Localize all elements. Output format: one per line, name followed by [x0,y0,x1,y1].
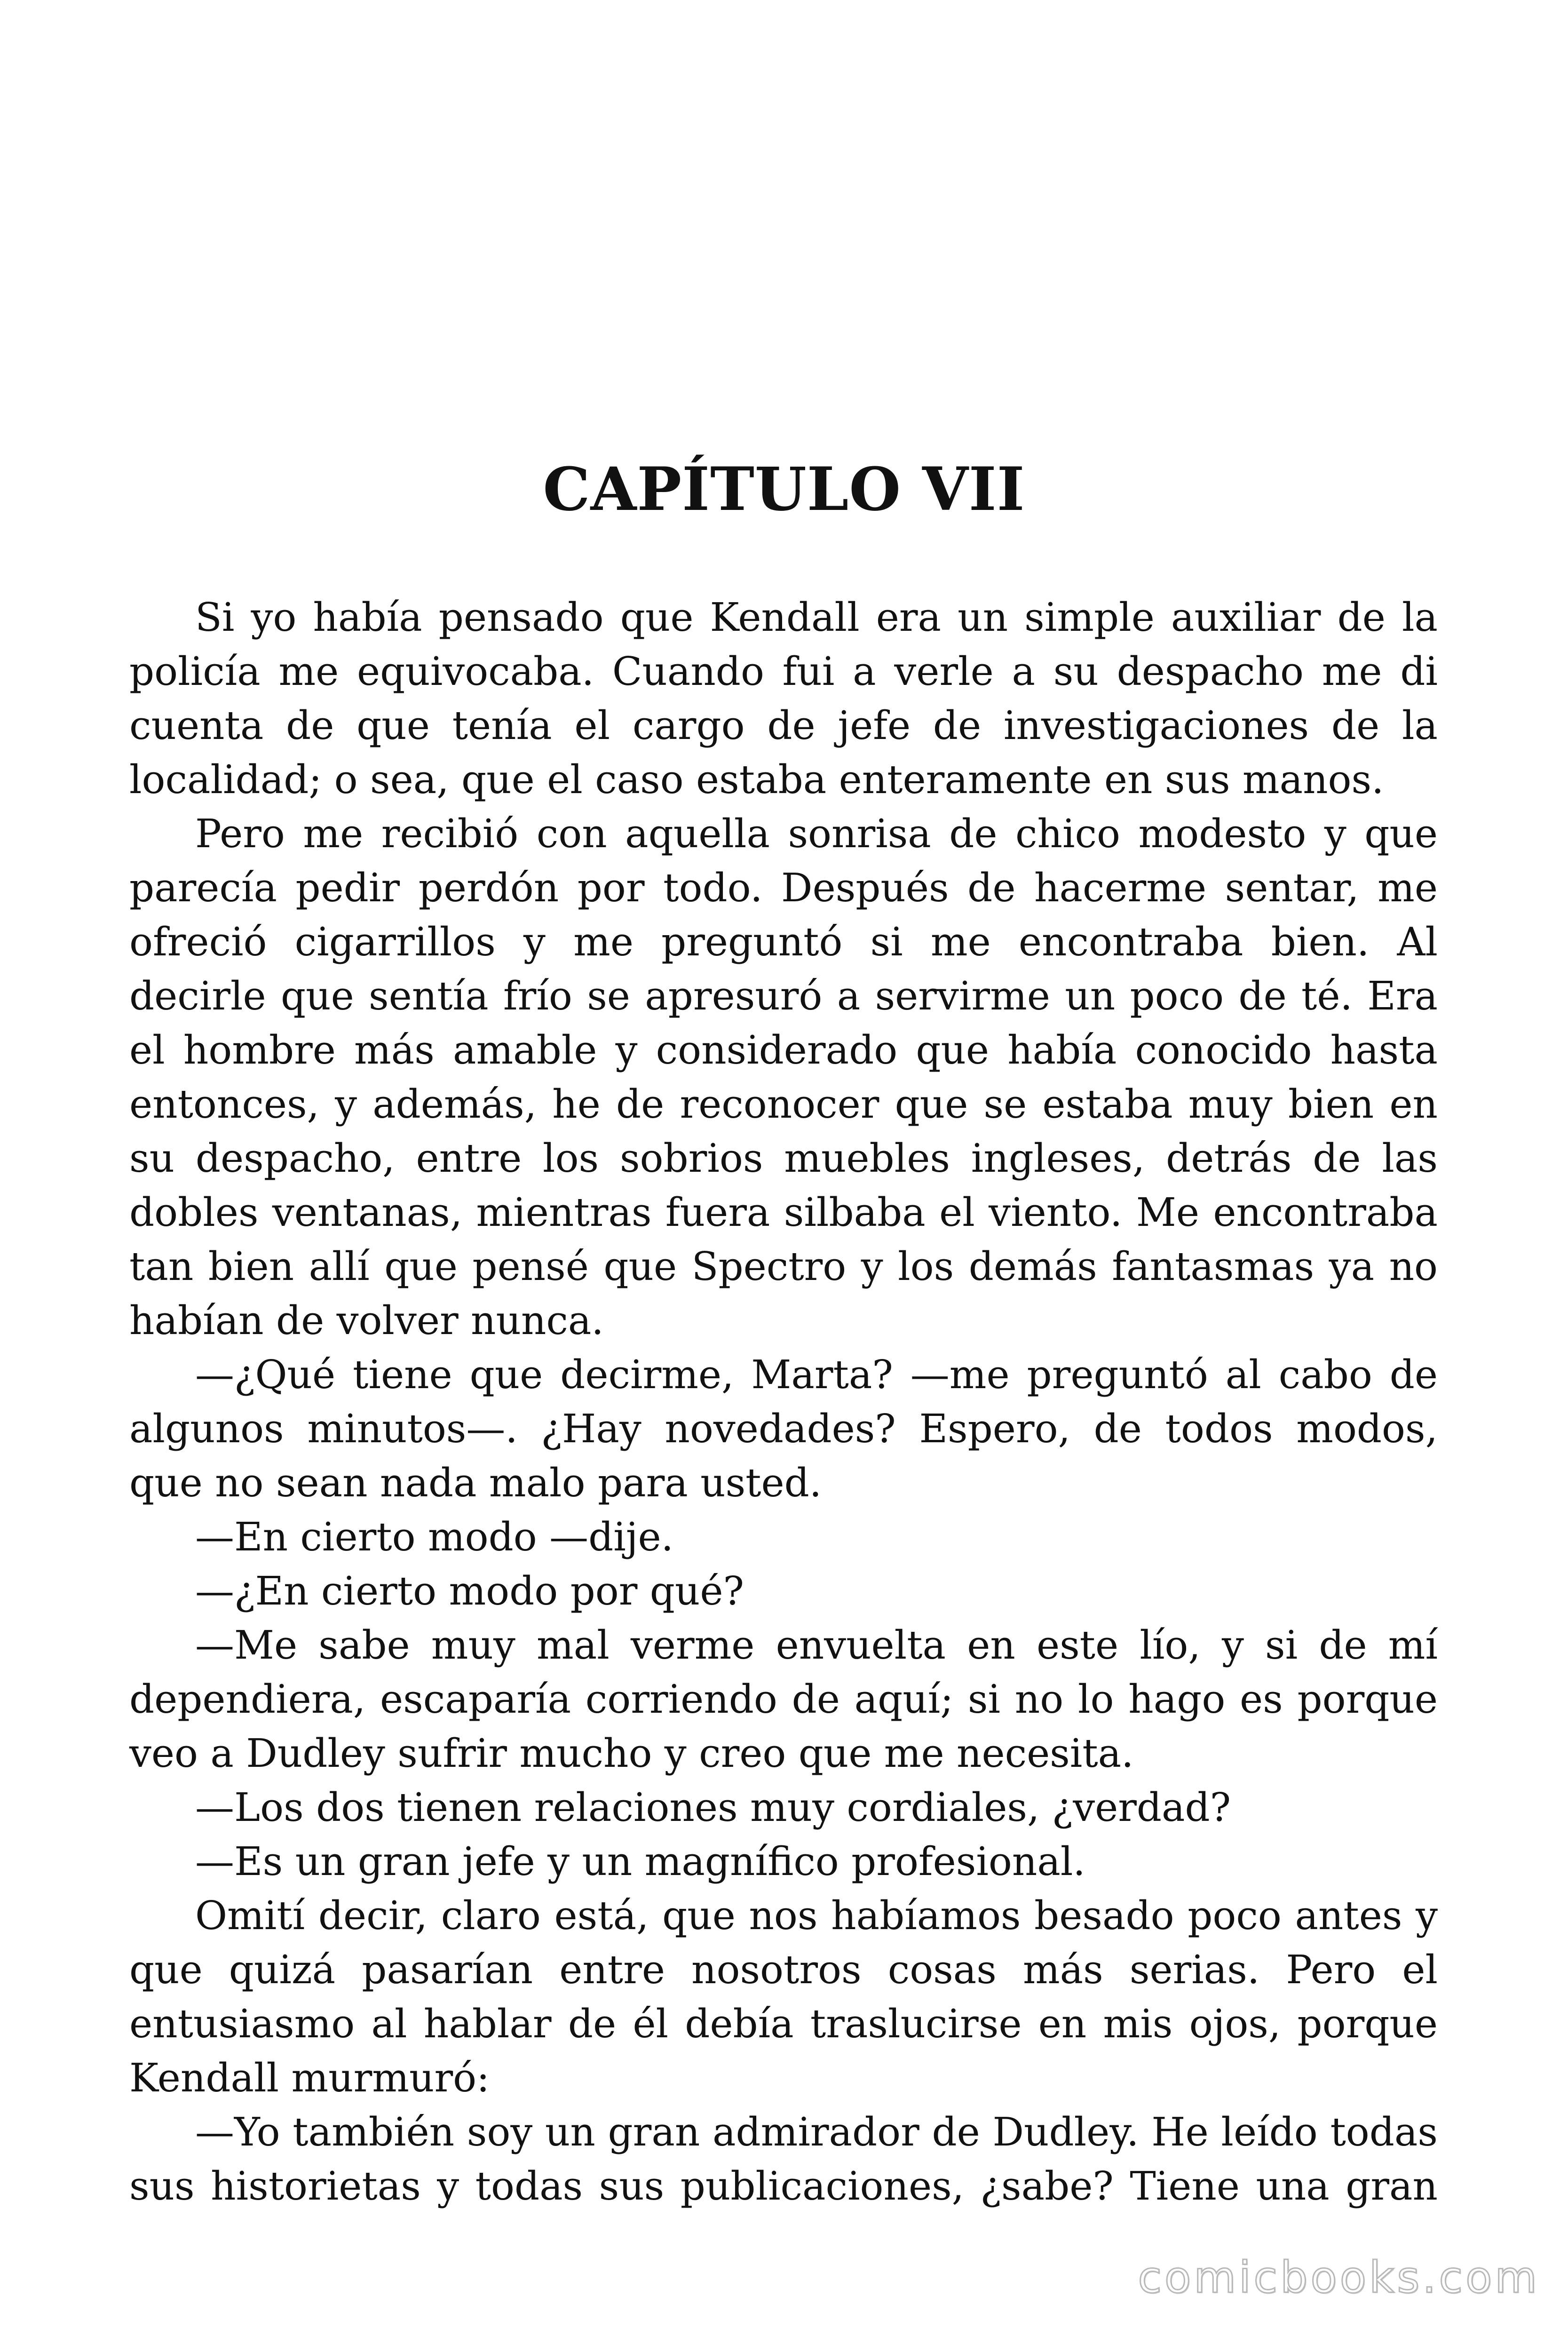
paragraph: Pero me recibió con aquella sonrisa de chico modesto y que parecía pedir perdón por todo. Después de hacerme sentar, me ofreció cigarrillos y me preguntó si me encontraba bien. Al decirle que sentía frío se apresuró a servirme un poco de té. Era el hombre más amable y considerado que había conocido hasta entonces, y además, he de reconocer que se estaba muy bien en su despacho, entre los sobrios muebles ingleses, detrás de las dobles ventanas, mientras fuera silbaba el viento. Me encontraba tan bien allí que pensé que Spectro y los demás fantasmas ya no habían de volver nunca. [129,811,1438,1343]
watermark: comicbooks.com [1138,2252,1540,2303]
paragraph: —Yo también soy un gran admirador de Dudley. He leído todas sus historietas y todas sus publicaciones, ¿sabe? Tiene una gran [129,2109,1438,2209]
paragraph: —Me sabe muy mal verme envuelta en este lío, y si de mí dependiera, escaparía corriendo de aquí; si no lo hago es porque veo a Dudley sufrir mucho y creo que me necesita. [129,1622,1438,1776]
paragraph: Si yo había pensado que Kendall era un simple auxiliar de la policía me equivocaba. Cuando fui a verle a su despacho me di cuenta de que tenía el cargo de jefe de investigaciones de la localidad; o sea, que el caso estaba enteramente en sus manos. [129,595,1438,803]
paragraph: Omití decir, claro está, que nos habíamos besado poco antes y que quizá pasarían entre nosotros cosas más serias. Pero el entusiasmo al hablar de él debía traslucirse en mis ojos, porque Kendall murmuró: [129,1893,1438,2101]
paragraph: —Es un gran jefe y un magnífico profesional. [195,1839,1085,1884]
body-text [129,590,1438,2213]
paragraph: —¿Qué tiene que decirme, Marta? —me preguntó al cabo de algunos minutos—. ¿Hay novedades? Espero, de todos modos, que no sean nada malo para usted. [129,1352,1438,1506]
paragraph: —Los dos tienen relaciones muy cordiales, ¿verdad? [195,1785,1231,1830]
chapter-title: CAPÍTULO VII [543,454,1025,524]
paragraph: —¿En cierto modo por qué? [195,1568,744,1614]
paragraph: —En cierto modo —dije. [195,1514,674,1560]
